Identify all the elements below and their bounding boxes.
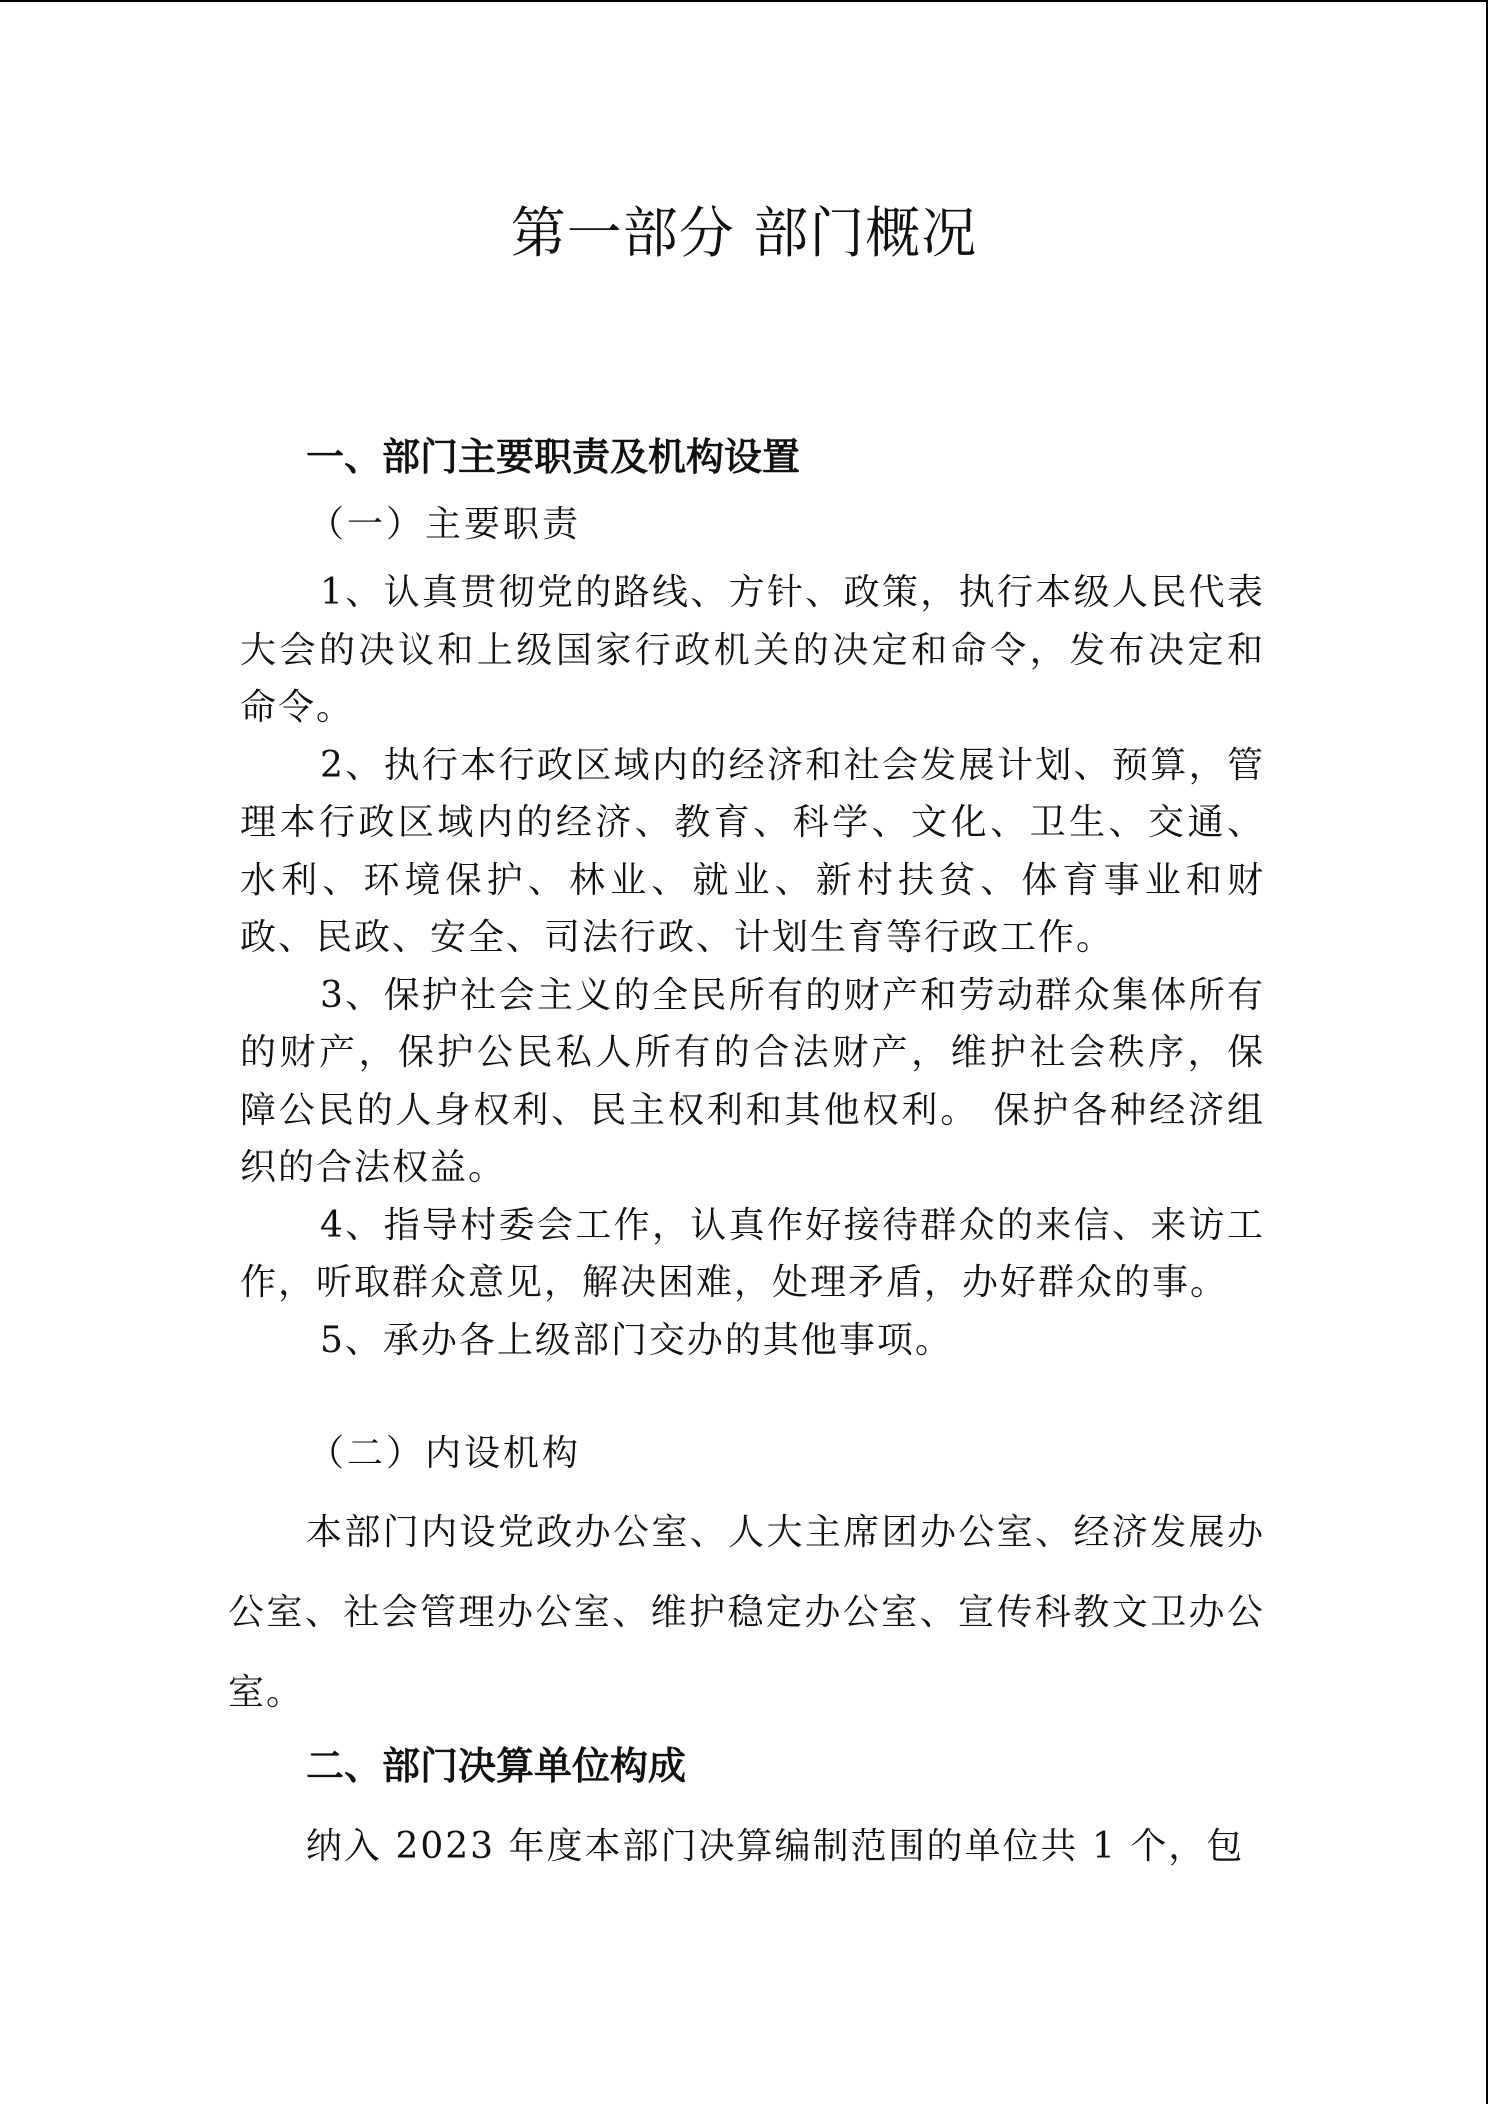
duty-item-4: 4、指导村委会工作，认真作好接待群众的来信、来访工作，听取群众意见，解决困难，处理矛盾，办好群众的事。 <box>240 1204 1265 1303</box>
paragraph-gap <box>240 1369 1265 1427</box>
duty-item-3: 3、保护社会主义的全民所有的财产和劳动群众集体所有的财产，保护公民私人所有的合法财产，维护社会秩序，保障公民的人身权利、民主权利和其他权利。 保护各种经济组织的合法权益。 <box>240 974 1265 1188</box>
duty-item-2: 2、执行本行政区域内的经济和社会发展计划、预算，管理本行政区域内的经济、教育、科学、文化、卫生、交通、水利、环境保护、林业、就业、新村扶贫、体育事业和财政、民政、安全、司法行政、计划生育等行政工作。 <box>240 744 1265 958</box>
units-paragraph: 纳入 2023 年度本部门决算编制范围的单位共 1 个，包 <box>306 1826 1245 1867</box>
section-heading-1: 一、部门主要职责及机构设置 <box>306 435 801 479</box>
subsection-heading-structure: （二）内设机构 <box>308 1433 582 1474</box>
document-body <box>228 430 1265 1887</box>
page-border-top <box>0 0 1488 2</box>
structure-paragraph: 本部门内设党政办公室、人大主席团办公室、经济发展办公室、社会管理办公室、维护稳定办公室、宣传科教文卫办公室。 <box>228 1512 1265 1713</box>
section-heading-2: 二、部门决算单位构成 <box>306 1744 687 1788</box>
duty-item-1: 1、认真贯彻党的路线、方针、政策，执行本级人民代表大会的决议和上级国家行政机关的决定和命令，发布决定和命令。 <box>240 572 1265 728</box>
subsection-heading-duties: （一）主要职责 <box>308 504 582 545</box>
page-title: 第一部分 部门概况 <box>510 201 978 265</box>
duty-item-5: 5、承办各上级部门交办的其他事项。 <box>320 1319 953 1361</box>
